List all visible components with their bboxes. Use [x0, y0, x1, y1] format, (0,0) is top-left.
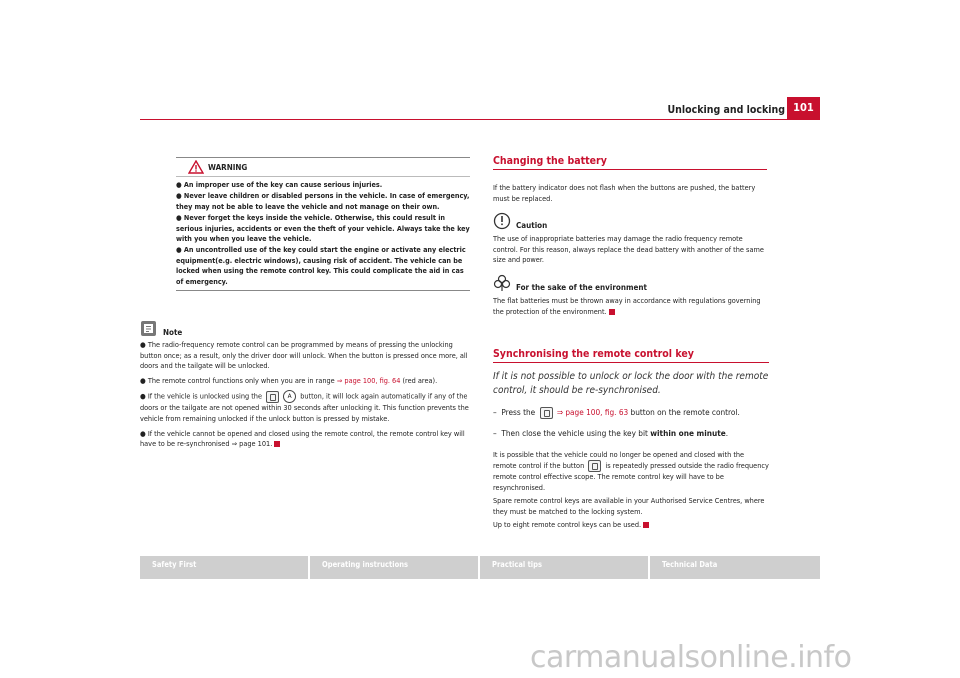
- section-title: Changing the battery: [493, 155, 607, 167]
- note-section: [140, 320, 472, 454]
- callout-a-icon: A: [283, 390, 296, 403]
- step-1: – Press the ⇒ page 100, fig. 63 button on the remote control.: [493, 407, 740, 417]
- header-rule: [140, 119, 820, 120]
- lock-button-icon: [540, 407, 553, 419]
- page-link[interactable]: ⇒ page 100, fig. 64: [336, 375, 401, 385]
- caution-title: Caution: [516, 221, 548, 231]
- warning-triangle-icon: [188, 160, 204, 174]
- environment-title: For the sake of the environment: [516, 282, 647, 292]
- lock-button-icon: [588, 460, 601, 472]
- battery-intro: If the battery indicator does not flash when the buttons are pushed, the battery must be replaced.: [493, 183, 756, 203]
- sync-subtitle: If it is not possible to unlock or lock the door with the remote control, it should be re-synchronised.: [493, 371, 769, 396]
- end-marker-icon: [274, 441, 280, 447]
- footer-tab-safety[interactable]: Safety First: [140, 556, 308, 579]
- page-header-title: Unlocking and locking: [667, 104, 785, 116]
- footer-tab-practical[interactable]: Practical tips: [480, 556, 648, 579]
- warning-item: ● Never leave children or disabled persons in the vehicle. In case of emergency, they may not be able to leave the vehicle and not manage on their own.: [176, 191, 470, 211]
- lock-button-icon: [266, 391, 279, 403]
- note-item: ● The remote control functions only when you are in range ⇒ page 100, fig. 64 (red area).: [140, 375, 438, 385]
- caution-text: The use of inappropriate batteries may damage the radio frequency remote control. For this reason, always replace the dead battery with another of the same size and power.: [493, 234, 764, 265]
- battery-section: [493, 155, 767, 317]
- note-icon: [140, 320, 158, 337]
- step-2: – Then close the vehicle using the key bit within one minute.: [493, 427, 729, 438]
- end-marker-icon: [609, 309, 615, 315]
- warning-item: ● Never forget the keys inside the vehicle. Otherwise, this could result in serious injuries, accidents or even the theft of your vehicle. Always take the key with you when you leave the vehicle.: [176, 213, 470, 244]
- sync-para: It is possible that the vehicle could no longer be opened and closed with the remote control if the button is repeatedly pressed outside the radio frequency remote control effective scope. The remote control key will have to be resynchronised.: [493, 449, 769, 492]
- warning-box: [176, 157, 470, 291]
- warning-title: WARNING: [208, 163, 248, 172]
- warning-item: ● An uncontrolled use of the key could start the engine or activate any electric equipment(e.g. electric windows), causing risk of accident. The vehicle can be locked when using the remote control key. This could complicate the aid in cas of emergency.: [176, 245, 466, 286]
- caution-icon: [493, 212, 511, 230]
- environment-text: The flat batteries must be thrown away in accordance with regulations governing the protection of the environment.: [493, 295, 761, 316]
- watermark: carmanualsonline.info: [530, 640, 852, 675]
- note-title: Note: [163, 328, 183, 337]
- section-title: Synchronising the remote control key: [493, 348, 694, 360]
- sync-para: Spare remote control keys are available in your Authorised Service Centres, where they must be matched to the locking system.: [493, 496, 765, 516]
- note-item: ● If the vehicle cannot be opened and closed using the remote control, the remote control key will have to be re-synchronised ⇒ page 101.: [140, 428, 465, 449]
- footer-tab-operating[interactable]: Operating instructions: [310, 556, 478, 579]
- sync-section: [493, 348, 769, 531]
- warning-list: [176, 177, 470, 290]
- section-rule: [493, 362, 769, 363]
- note-item: ● The radio-frequency remote control can be programmed by means of pressing the unlocking button once; as a result, only the driver door will unlock. When the button is pressed once more, all doors and the tailgate will be unlocked.: [140, 340, 468, 371]
- sync-para: Up to eight remote control keys can be used.: [493, 520, 769, 531]
- environment-icon: [493, 274, 511, 292]
- page-link[interactable]: ⇒ page 100, fig. 63: [556, 407, 629, 417]
- page-number: 101: [787, 97, 820, 119]
- section-rule: [493, 169, 767, 170]
- warning-item: ● An improper use of the key can cause serious injuries.: [176, 180, 383, 189]
- note-item: ● If the vehicle is unlocked using the A button, it will lock again automatically if any of the doors or the tailgate are not opened within 30 seconds after unlocking it. This function prevents the vehicle from remaining unlocked if the unlock button is pressed by mistake.: [140, 391, 469, 423]
- end-marker-icon: [643, 522, 649, 528]
- footer-tab-technical[interactable]: Technical Data: [650, 556, 820, 579]
- warning-header: [176, 158, 470, 177]
